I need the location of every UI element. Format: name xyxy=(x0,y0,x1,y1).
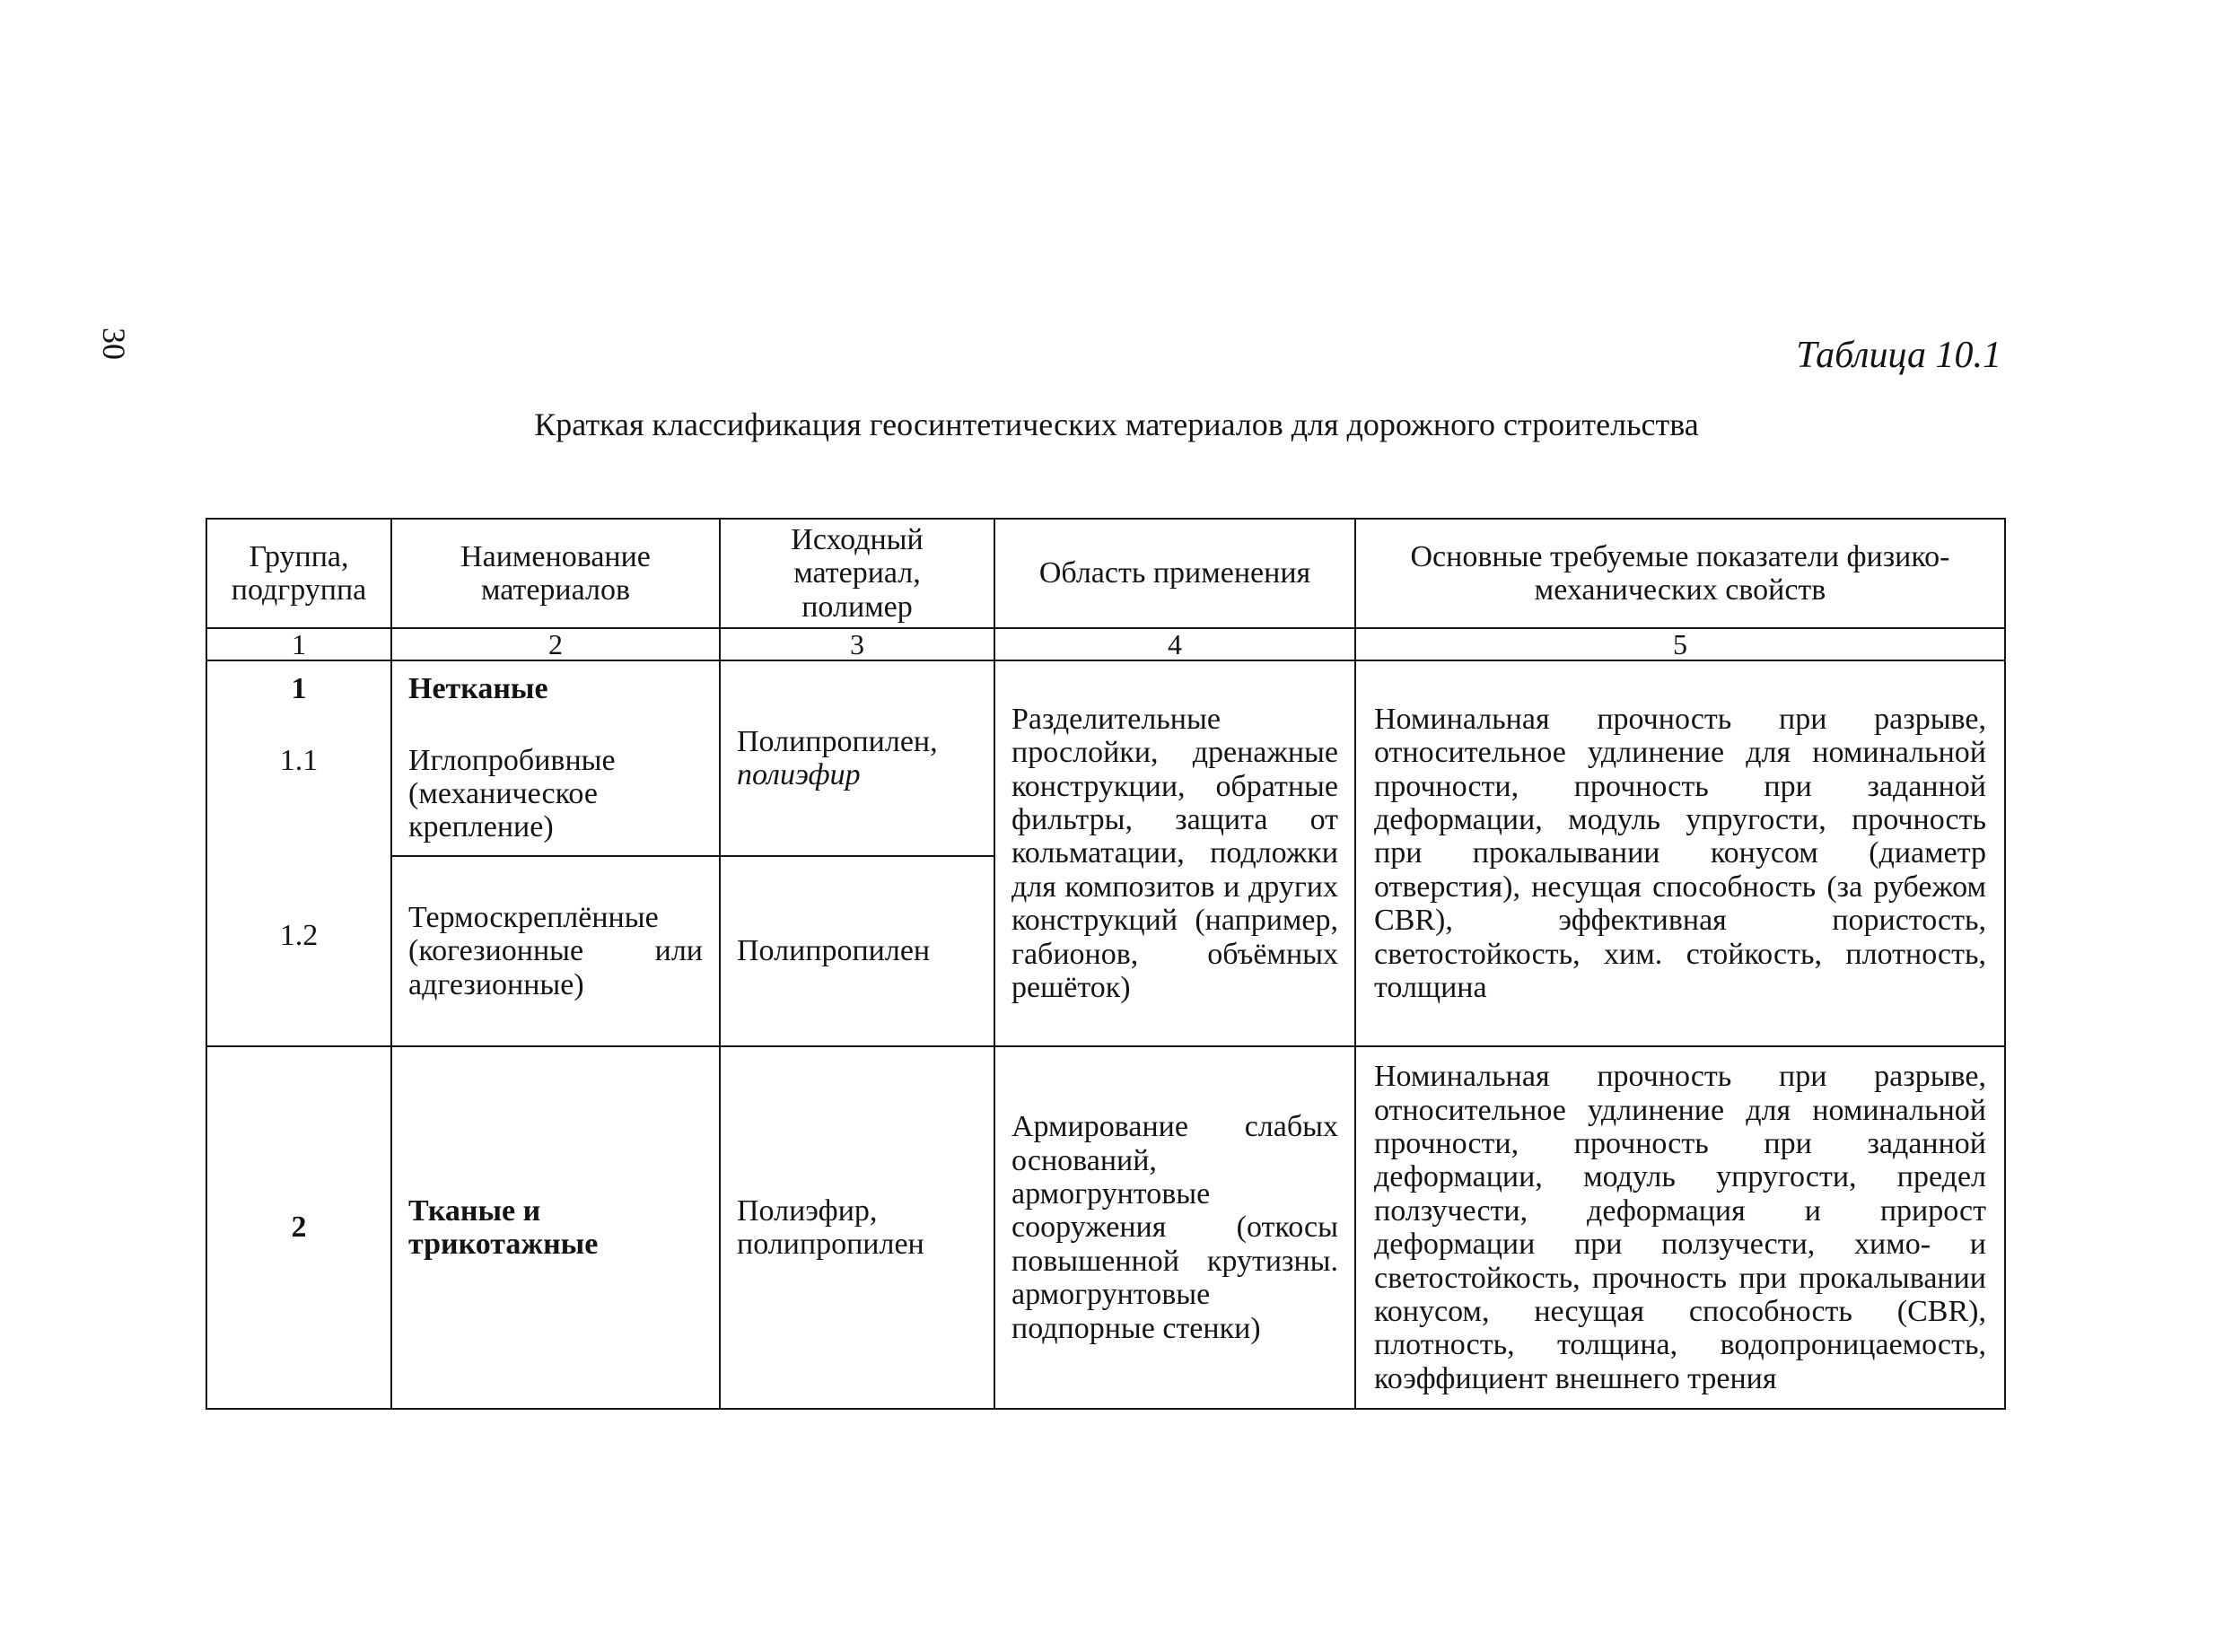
header-group: Группа, подгруппа xyxy=(206,519,391,628)
table-row xyxy=(206,660,2005,856)
classification-table xyxy=(206,518,2006,1410)
column-number-row xyxy=(206,628,2005,660)
column-number: 5 xyxy=(1355,628,2005,660)
subgroup-number: 1.2 xyxy=(279,918,319,952)
polymer-cell xyxy=(720,660,994,856)
polymer-alt: полиэфир xyxy=(737,758,861,792)
table-row xyxy=(206,1046,2005,1409)
properties-cell: Номинальная прочность при разрыве, относительное удлинение для номинальной прочности, прочность при заданной деформации, модуль упругости, предел ползучести, деформация и прирост деформации при ползучести, химо- и светостойкость, прочность при прокалывании конусом, несущая способность (CBR), плотность, толщина, водопроницаемость, коэффициент внешнего трения xyxy=(1355,1046,2005,1409)
group-number: 2 xyxy=(206,1046,391,1409)
application-cell: Разделительные прослойки, дренажные конструкции, обратные фильтры, защита от кольматации, подложки для композитов и других конструкций (например, габионов, объёмных решёток) xyxy=(994,660,1355,1046)
material-name-cell xyxy=(391,660,720,856)
column-number: 4 xyxy=(994,628,1355,660)
header-properties: Основные требуемые показатели физико-механических свойств xyxy=(1355,519,2005,628)
subgroup-name: Термоскреплённые (когезионные или адгезионные) xyxy=(391,856,720,1046)
polymer-cell: Полиэфир, полипропилен xyxy=(720,1046,994,1409)
header-row xyxy=(206,519,2005,628)
header-polymer: Исходный материал, полимер xyxy=(720,519,994,628)
group-name: Нетканые xyxy=(408,672,548,706)
group-name: Тканые и трикотажные xyxy=(391,1046,720,1409)
application-cell: Армирование слабых оснований, армогрунтовые сооружения (откосы повышенной крутизны. армогрунтовые подпорные стенки) xyxy=(994,1046,1355,1409)
column-number: 2 xyxy=(391,628,720,660)
polymer-main: Полипропилен, xyxy=(737,724,938,758)
column-number: 1 xyxy=(206,628,391,660)
header-application: Область применения xyxy=(994,519,1355,628)
table-caption: Краткая классификация геосинтетических материалов для дорожного строительства xyxy=(534,406,1699,442)
header-material-name: Наименование материалов xyxy=(391,519,720,628)
column-number: 3 xyxy=(720,628,994,660)
properties-cell: Номинальная прочность при разрыве, относительное удлинение для номинальной прочности, прочность при заданной деформации, модуль упругости, прочность при прокалывании конусом (диаметр отверстия), несущая способность (за рубежом CBR), эффективная пористость, светостойкость, хим. стойкость, плотность, толщина xyxy=(1355,660,2005,1046)
subgroup-name: Иглопробивные (механическое крепление) xyxy=(408,743,616,844)
group-number-cell xyxy=(206,660,391,1046)
polymer-cell: Полипропилен xyxy=(720,856,994,1046)
subgroup-number: 1.1 xyxy=(279,743,319,777)
page-number: 30 xyxy=(96,328,132,360)
table-label: Таблица 10.1 xyxy=(1796,335,2001,376)
group-number: 1 xyxy=(291,672,307,706)
